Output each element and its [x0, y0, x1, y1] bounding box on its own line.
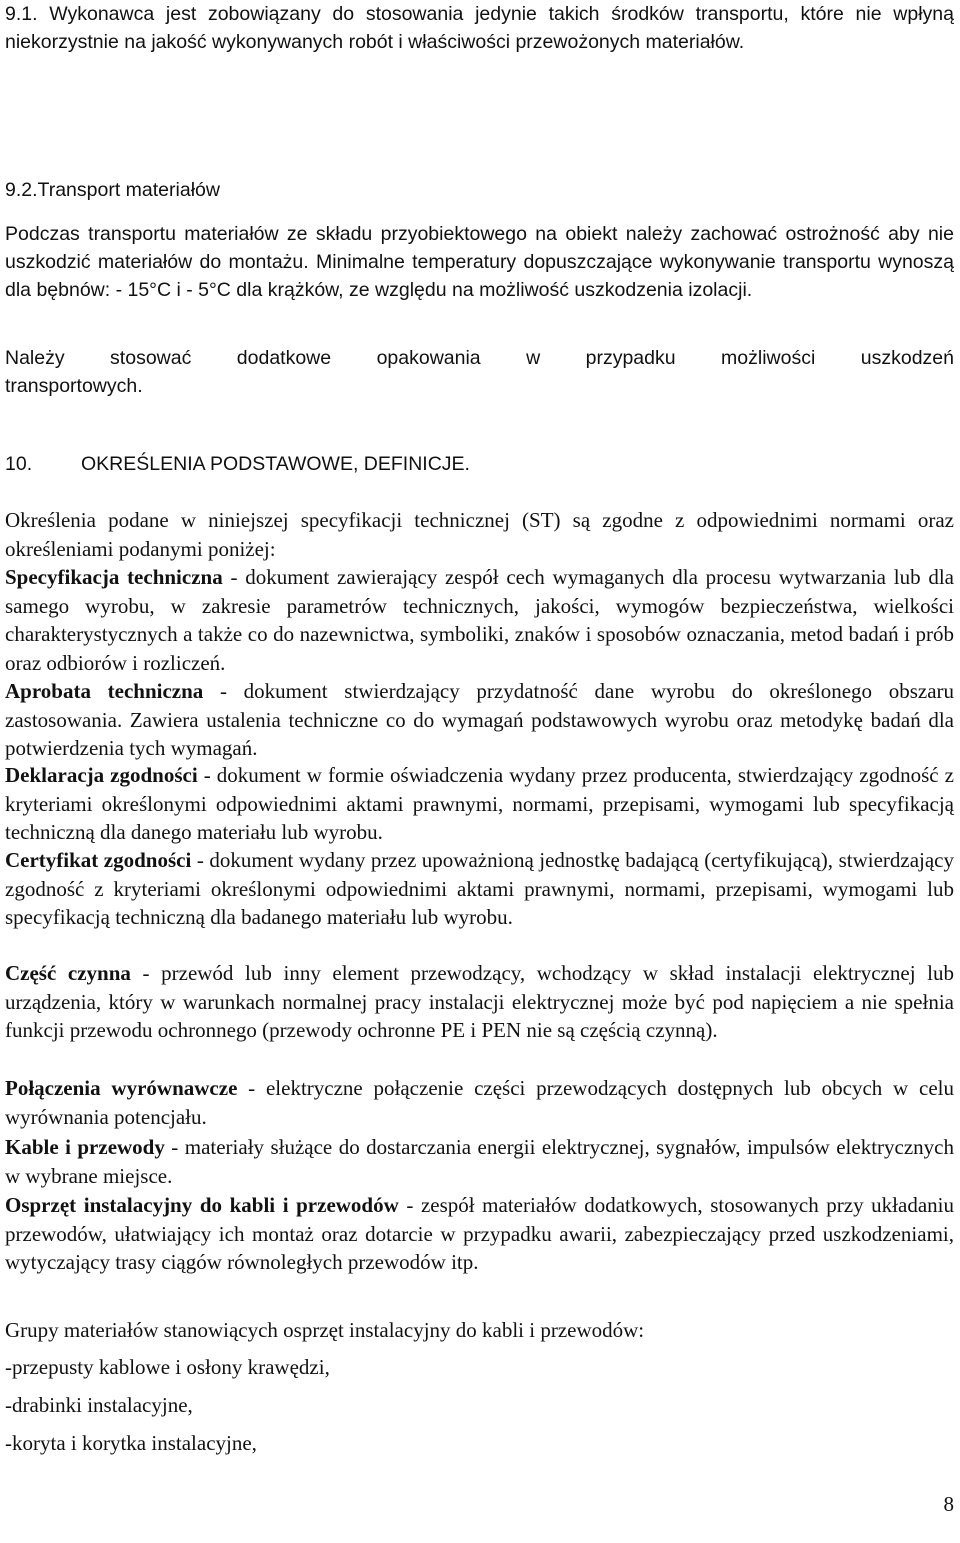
definition-kable	[5, 1133, 954, 1190]
definition-polaczenia	[5, 1074, 954, 1131]
section-title: Transport materiałów	[37, 179, 220, 201]
definition-text: - dokument zawierający zespół cech wymaganych dla procesu wytwarzania lub dla samego wyrobu, w zakresie parametrów technicznych, jakości, wymogów bezpieczeństwa, wielkości charakterystycznych a także co do nazewnictwa, symboliki, znaków i sposobów oznaczania, metod badań i prób oraz odbiorów i rozliczeń.	[5, 565, 954, 675]
packaging-line-2: transportowych.	[5, 375, 143, 397]
groups-intro: Grupy materiałów stanowiących osprzęt instalacyjny do kabli i przewodów:	[5, 1318, 645, 1342]
section-10-heading	[5, 450, 954, 478]
definition-text: - elektryczne połączenie części przewodzących dostępnych lub obcych w celu wyrównania potencjału.	[5, 1076, 954, 1129]
definition-text: - materiały służące do dostarczania energii elektrycznej, sygnałów, impulsów elektrycznych w wybrane miejsce.	[5, 1135, 955, 1188]
definition-text: - dokument wydany przez upoważnioną jednostkę badającą (certyfikującą), stwierdzający zgodność z kryteriami określonymi odpowiednimi aktami prawnymi, normami, przepisami, wymogami lub specyfikacją techniczną dla badanego materiału lub wyrobu.	[5, 848, 955, 929]
definition-term: Część czynna	[5, 961, 131, 985]
definition-osprzet	[5, 1191, 954, 1277]
section-number: 9.1.	[5, 3, 38, 25]
packaging-line-1: Należy stosować dodatkowe opakowania w przypadku możliwości uszkodzeń	[5, 347, 954, 369]
definition-term: Połączenia wyrównawcze	[5, 1076, 238, 1100]
list-item: -drabinki instalacyjne,	[5, 1393, 193, 1417]
definition-term: Aprobata techniczna	[5, 679, 204, 703]
transport-paragraph	[5, 220, 954, 304]
section-number: 10.	[5, 453, 33, 475]
definition-text: - dokument w formie oświadczenia wydany przez producenta, stwierdzający zgodność z kryteriami określonymi odpowiednimi aktami prawnymi, normami, przepisami, wymogami lub specyfikacją techniczną dla danego materiału lub wyrobu.	[5, 763, 954, 844]
definition-deklaracja	[5, 761, 954, 847]
paragraph-text: Wykonawca jest zobowiązany do stosowania jedynie takich środków transportu, które nie wpłyną niekorzystnie na jakość wykonywanych robót i właściwości przewożonych materiałów.	[5, 3, 954, 53]
definition-text: - zespół materiałów dodatkowych, stosowanych przy układaniu przewodów, ułatwiający ich montaż oraz dotarcie w przypadku awarii, zabezpieczający przed uszkodzeniami, wytyczający trasy ciągów równoległych przewodów itp.	[5, 1193, 954, 1274]
list-item: -przepusty kablowe i osłony krawędzi,	[5, 1355, 330, 1379]
definition-certyfikat	[5, 846, 954, 932]
section-title: OKREŚLENIA PODSTAWOWE, DEFINICJE.	[81, 453, 470, 475]
page-number: 8	[943, 1492, 954, 1516]
definition-text: - przewód lub inny element przewodzący, wchodzący w skład instalacji elektrycznej lub urządzenia, który w warunkach normalnej pracy instalacji elektrycznej może być pod napięciem a nie spełnia funkcji przewodu ochronnego (przewody ochronne PE i PEN nie są częścią czynną).	[5, 961, 954, 1042]
definition-text: - dokument stwierdzający przydatność dane wyrobu do określonego obszaru zastosowania. Zawiera ustalenia techniczne co do wymagań podstawowych wyrobu oraz metodykę badań dla potwierdzenia tych wymagań.	[5, 679, 955, 760]
definition-aprobata	[5, 677, 954, 763]
definition-term: Osprzęt instalacyjny do kabli i przewodów	[5, 1193, 399, 1217]
definition-czesc-czynna	[5, 959, 954, 1045]
section-9-2-heading	[5, 176, 954, 204]
list-item: -koryta i korytka instalacyjne,	[5, 1431, 257, 1455]
section-number: 9.2.	[5, 179, 38, 201]
paragraph-text-b: Minimalne temperatury dopuszczające wykonywanie transportu wynoszą dla bębnów: - 15°C i - 5°C dla krążków, ze względu na możliwość uszkodzenia izolacji.	[5, 251, 954, 301]
definition-term: Deklaracja zgodności	[5, 763, 198, 787]
section-9-1	[5, 0, 954, 56]
definition-term: Kable i przewody	[5, 1135, 165, 1159]
paragraph-text-a: Podczas transportu materiałów ze składu przyobiektowego na obiekt należy zachować ostrożność aby nie uszkodzić materiałów do montażu.	[5, 223, 954, 273]
definition-specyfikacja	[5, 563, 954, 677]
definitions-intro: Określenia podane w niniejszej specyfikacji technicznej (ST) są zgodne z odpowiednimi normami oraz określeniami podanymi poniżej:	[5, 508, 954, 561]
document-page	[5, 0, 954, 1543]
definition-term: Specyfikacja techniczna	[5, 565, 223, 589]
definition-term: Certyfikat zgodności	[5, 848, 192, 872]
